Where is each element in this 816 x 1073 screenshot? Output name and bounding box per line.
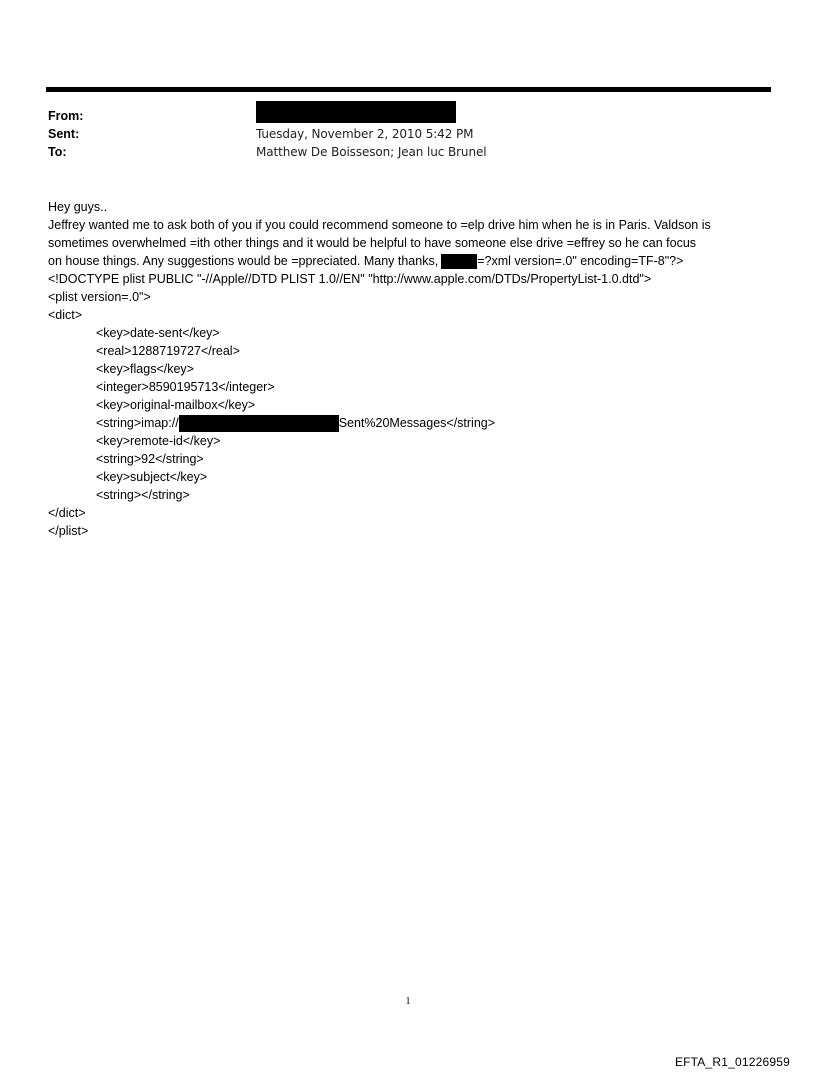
header-divider-rule	[46, 87, 771, 92]
sent-label: Sent:	[48, 127, 80, 141]
key-original-mailbox-line: <key>original-mailbox</key>	[96, 398, 256, 412]
document-id: EFTA_R1_01226959	[674, 1055, 790, 1069]
doctype-line: <!DOCTYPE plist PUBLIC "-//Apple//DTD PLIST 1.0//EN" "http://www.apple.com/DTDs/PropertyList-1.0.dtd">	[48, 272, 652, 286]
body-line-2: sometimes overwhelmed =ith other things and it would be helpful to have someone else drive =effrey so he can focus	[48, 236, 697, 250]
integer-value-line: <integer>8590195713</integer>	[96, 380, 275, 394]
redaction-block	[256, 101, 456, 123]
plist-open-line: <plist version=.0">	[48, 290, 151, 304]
redaction-block	[179, 415, 339, 432]
to-label: To:	[48, 145, 67, 159]
key-subject-line: <key>subject</key>	[96, 470, 208, 484]
string-imap-suffix: Sent%20Messages</string>	[338, 416, 496, 430]
string-imap-line	[48, 414, 778, 432]
string-92-line: <string>92</string>	[96, 452, 204, 466]
from-label: From:	[48, 109, 84, 123]
body-line-3	[48, 252, 778, 270]
from-value-redacted	[256, 101, 456, 123]
body-line-1: Jeffrey wanted me to ask both of you if you could recommend someone to =elp drive him when he is in Paris. Valdson is	[48, 218, 711, 232]
plist-close-line: </plist>	[48, 524, 89, 538]
dict-close-line: </dict>	[48, 506, 86, 520]
key-date-sent-line: <key>date-sent</key>	[96, 326, 220, 340]
key-flags-line: <key>flags</key>	[96, 362, 194, 376]
email-body	[48, 198, 778, 540]
real-value-line: <real>1288719727</real>	[96, 344, 240, 358]
xml-declaration-text: =?xml version=.0" encoding=TF-8"?>	[477, 254, 684, 268]
redaction-block	[441, 254, 477, 269]
key-remote-id-line: <key>remote-id</key>	[96, 434, 221, 448]
page-number: 1	[405, 996, 411, 1007]
greeting: Hey guys..	[48, 200, 108, 214]
string-imap-prefix: <string>imap://	[96, 416, 179, 430]
dict-open-line: <dict>	[48, 308, 83, 322]
body-line-3-text: on house things. Any suggestions would be =ppreciated. Many thanks,	[48, 254, 439, 268]
to-value: Matthew De Boisseson; Jean luc Brunel	[256, 145, 487, 159]
string-empty-line: <string></string>	[96, 488, 190, 502]
sent-value: Tuesday, November 2, 2010 5:42 PM	[256, 127, 474, 141]
